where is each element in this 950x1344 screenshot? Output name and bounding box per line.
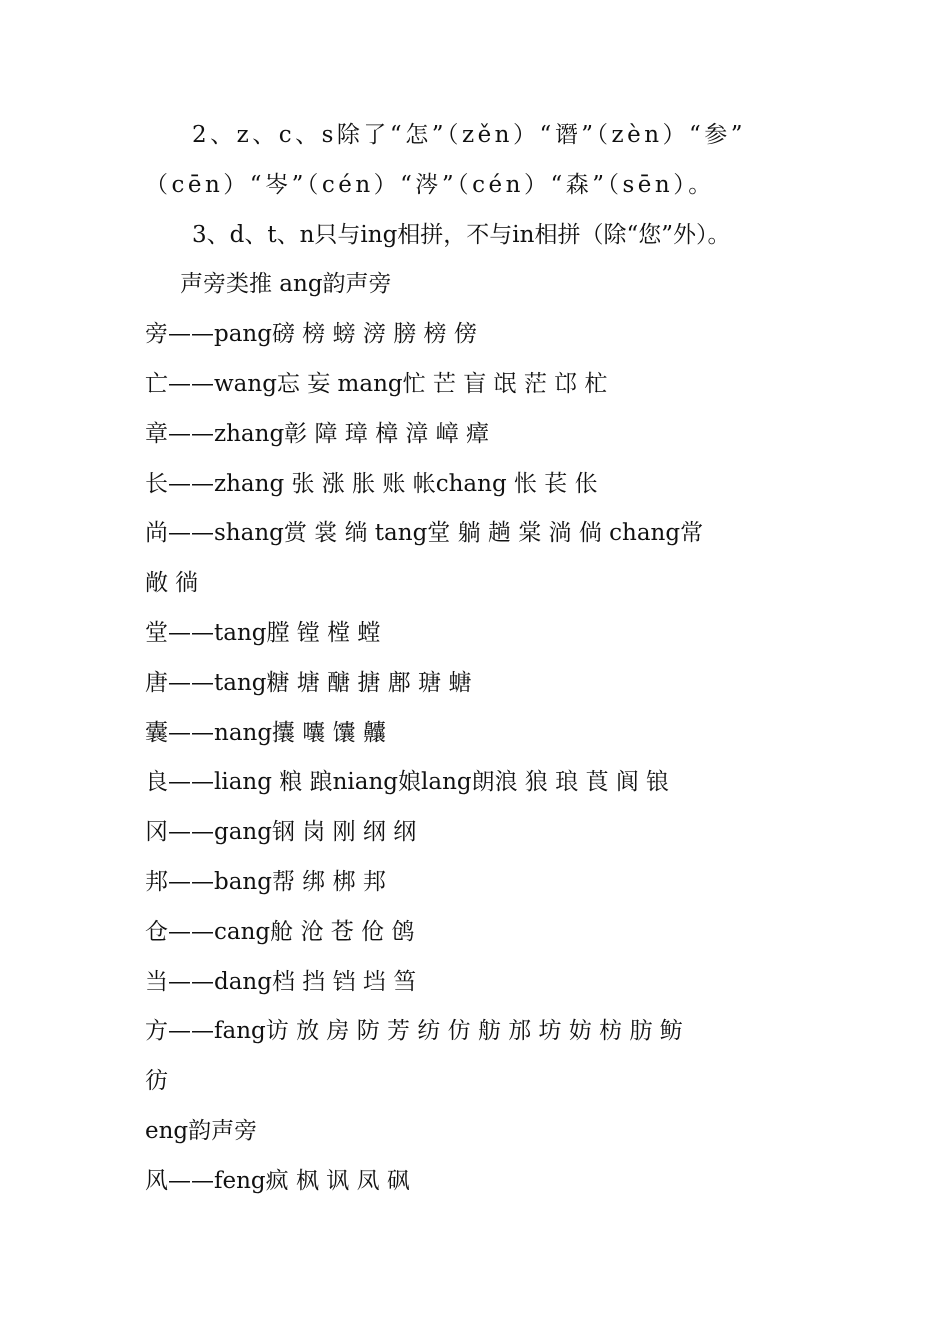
entry-cang: 仓——cang舱 沧 苍 伧 鸧 [145, 919, 415, 945]
entry-fang-cont: 彷 [145, 1068, 168, 1094]
rule-2-line-1: 2、z、c、s除了“怎”（zěn）“谮”（zèn）“参” [192, 122, 747, 148]
entry-dang: 当——dang档 挡 铛 垱 筜 [145, 969, 417, 995]
entry-shang: 尚——shang赏 裳 绱 tang堂 躺 趟 棠 淌 倘 chang常 [145, 520, 704, 546]
entry-gang: 冈——gang钢 岗 刚 纲 纲 [145, 819, 417, 845]
entry-zhang-2: 长——zhang 张 涨 胀 账 帐chang 怅 苌 伥 [145, 471, 598, 497]
entry-tang-2: 唐——tang糖 塘 醣 搪 鄌 瑭 螗 [145, 670, 472, 696]
entry-pang: 旁——pang磅 榜 螃 滂 膀 榜 傍 [145, 321, 477, 347]
rule-3: 3、d、t、n只与ing相拼，不与in相拼（除“您”外）。 [192, 222, 731, 248]
entry-zhang-1: 章——zhang彰 障 璋 樟 漳 嶂 瘴 [145, 421, 490, 447]
entry-fang: 方——fang访 放 房 防 芳 纺 仿 舫 邡 坊 妨 枋 肪 鲂 [145, 1018, 683, 1044]
heading-eng: eng韵声旁 [145, 1118, 258, 1144]
entry-wang: 亡——wang忘 妄 mang忙 芒 盲 氓 茫 邙 杧 [145, 371, 608, 397]
rule-2-line-2: （cēn）“岑”（cén）“涔”（cén）“森”（sēn）。 [145, 172, 715, 198]
entry-feng: 风——feng疯 枫 讽 凤 砜 [145, 1168, 410, 1194]
entry-liang: 良——liang 粮 踉niang娘lang朗浪 狼 琅 莨 阆 锒 [145, 769, 670, 795]
heading-ang: 声旁类推 ang韵声旁 [180, 271, 392, 297]
entry-bang: 邦——bang帮 绑 梆 邦 [145, 869, 386, 895]
entry-tang-1: 堂——tang膛 镗 樘 螳 [145, 620, 381, 646]
entry-shang-cont: 敞 徜 [145, 570, 199, 596]
entry-nang: 囊——nang攮 囔 馕 齉 [145, 720, 386, 746]
